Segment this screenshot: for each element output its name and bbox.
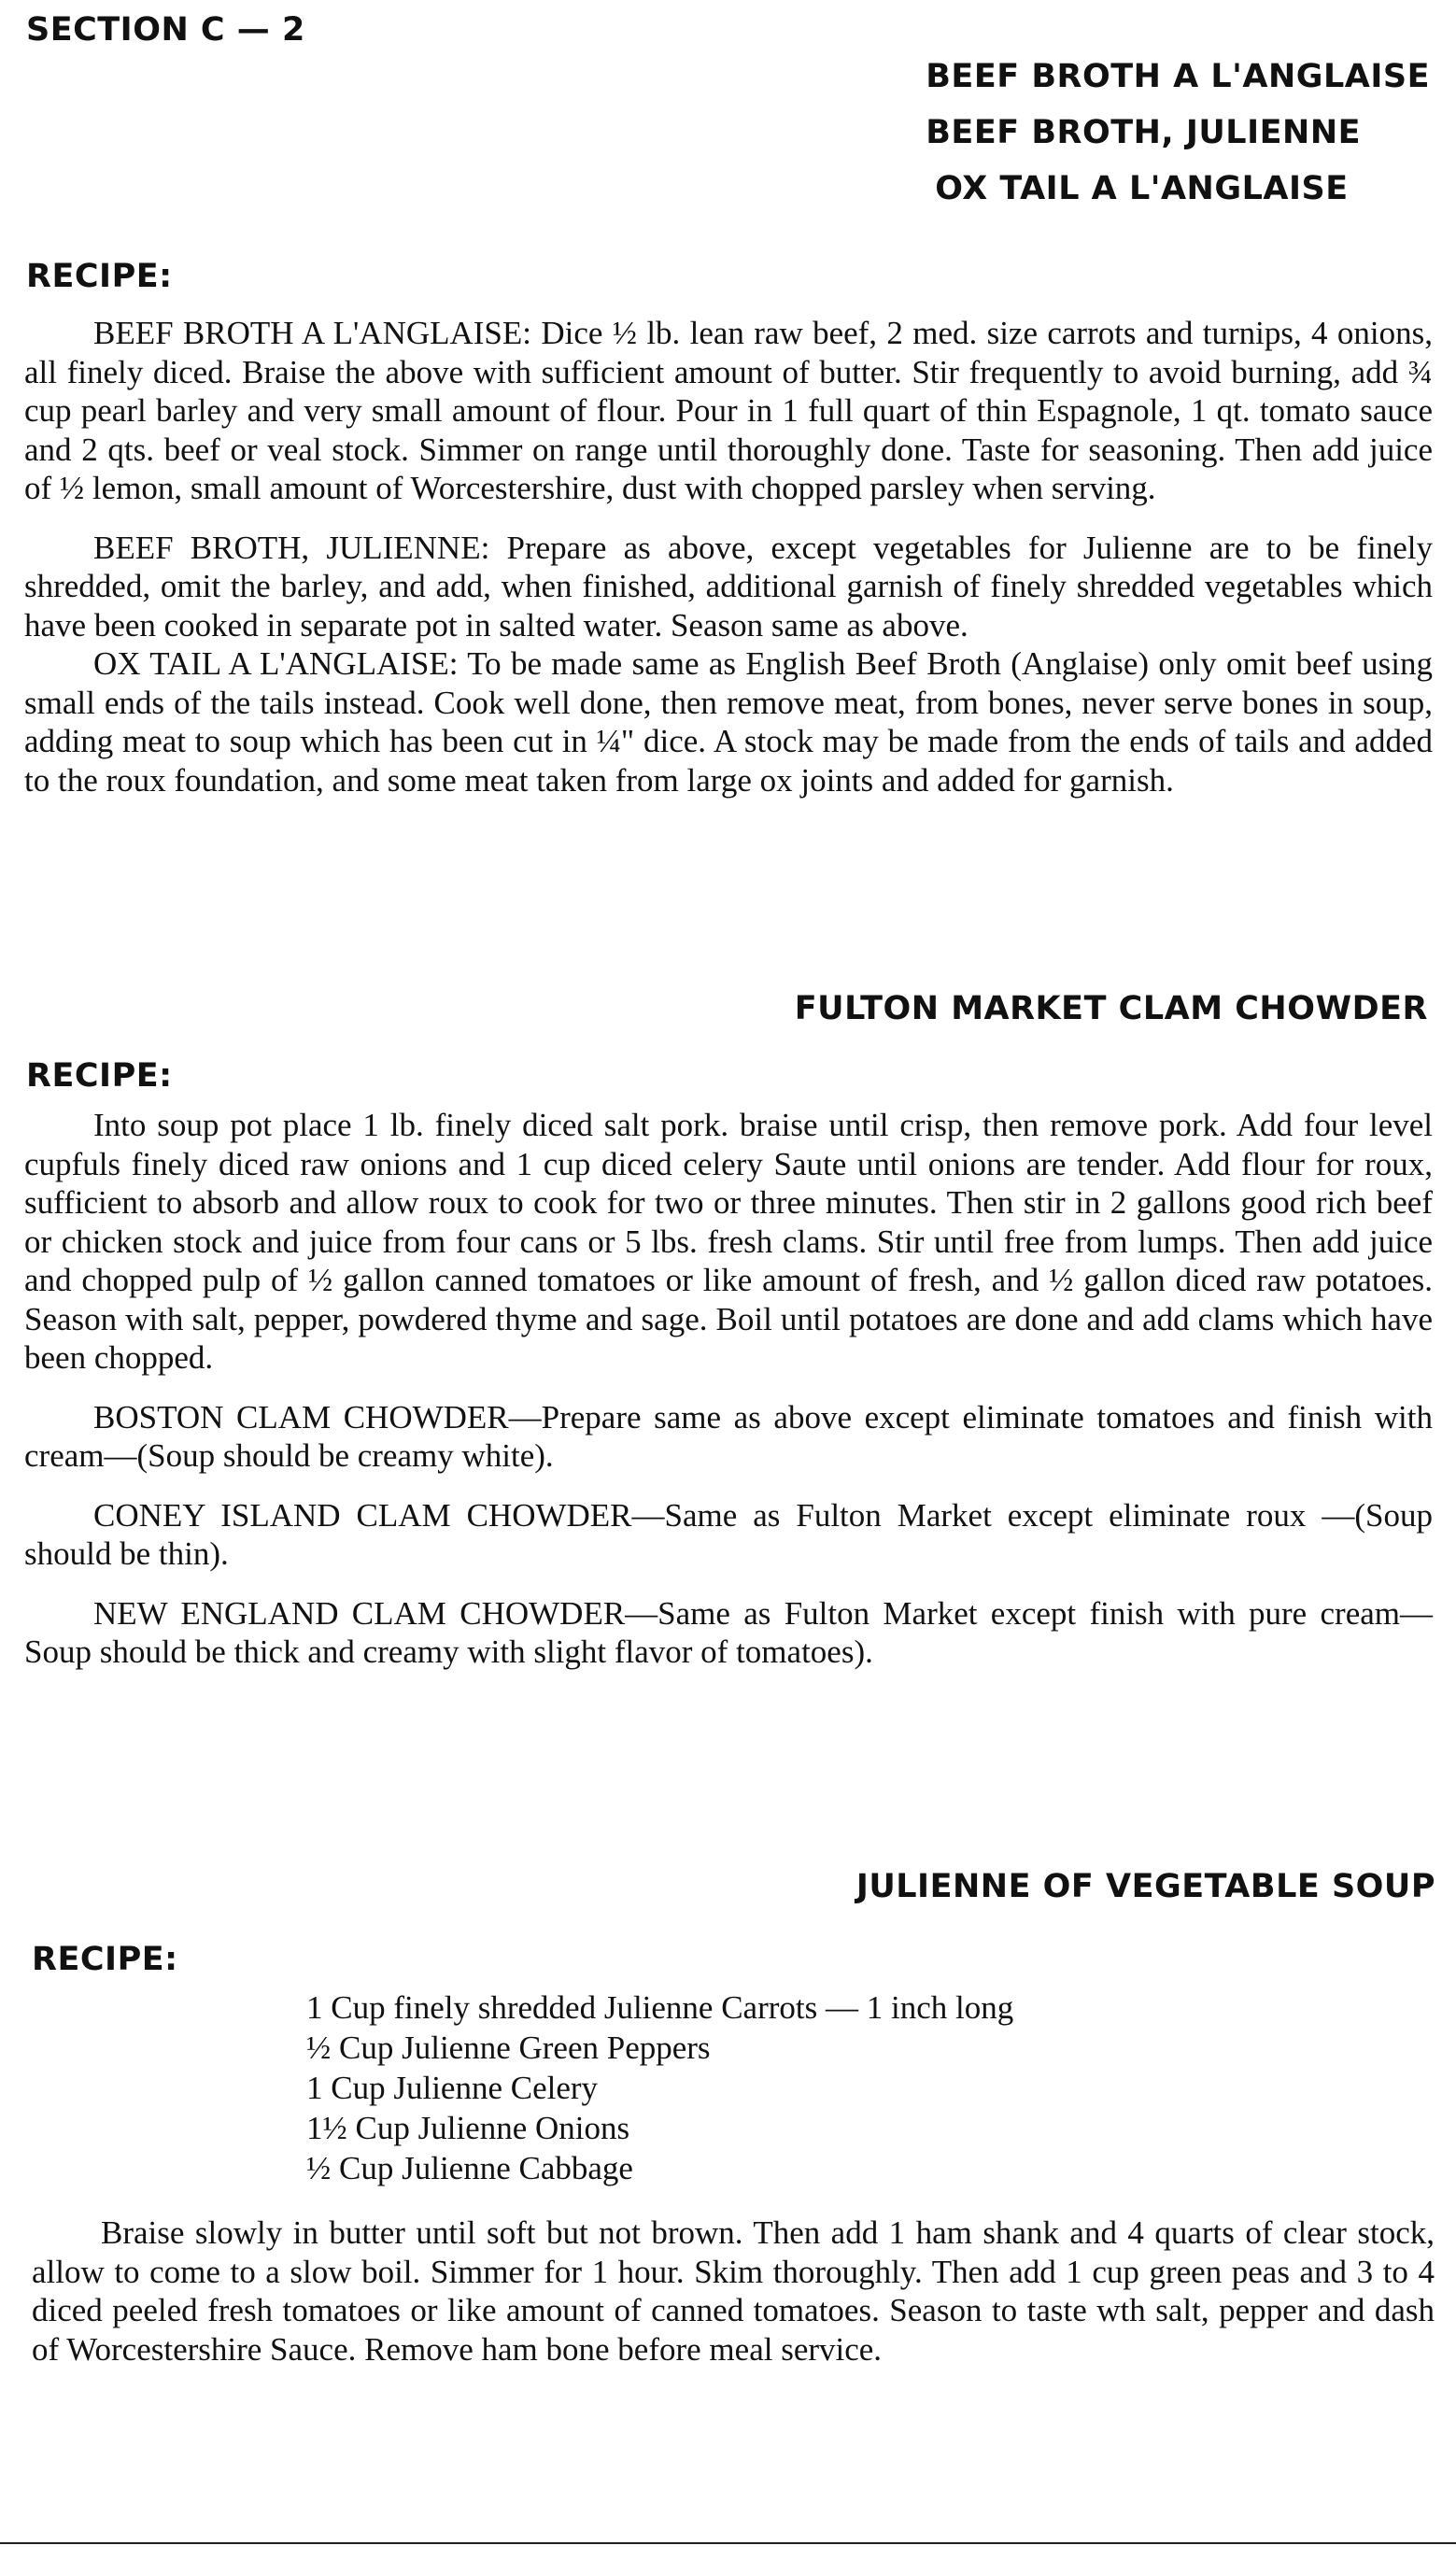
beef-broth-recipe xyxy=(24,314,1433,799)
top-headings xyxy=(926,49,1430,217)
paragraph-coney-island-clam-chowder: CONEY ISLAND CLAM CHOWDER—Same as Fulton Market except eliminate roux —(Soup should be thin). xyxy=(24,1496,1433,1572)
paragraph-fulton-market: Into soup pot place 1 lb. finely diced salt pork. braise until crisp, then remove pork. Add four level cupfuls finely diced raw onions and 1 cup diced celery Saute until onions are tender. Add flour for roux, sufficient to absorb and allow roux to cook for two or three minutes. Then stir in 2 gallons good rich beef or chicken stock and juice from four cans or 5 lbs. fresh clams. Stir until free from lumps. Then add juice and chopped pulp of ½ gallon canned tomatoes or like amount of fresh, and ½ gallon diced raw potatoes. Season with salt, pepper, powdered thyme and sage. Boil until potatoes are done and add clams which have been chopped. xyxy=(24,1107,1433,1376)
paragraph-boston-clam-chowder: BOSTON CLAM CHOWDER—Prepare same as above except eliminate tomatoes and finish with cream—(Soup should be creamy white). xyxy=(24,1398,1433,1474)
heading-julienne-vegetable-soup: JULIENNE OF VEGETABLE SOUP xyxy=(855,1868,1435,1905)
heading-beef-broth-julienne: BEEF BROTH, JULIENNE xyxy=(926,114,1362,151)
ingredient-item: 1½ Cup Julienne Onions xyxy=(306,2110,630,2146)
ingredient-list xyxy=(306,1987,1013,2188)
recipe-label-beef: RECIPE: xyxy=(26,258,173,295)
paragraph-ox-tail-anglaise: OX TAIL A L'ANGLAISE: To be made same as English Beef Broth (Anglaise) only omit beef using small ends of the tails instead. Cook well done, then remove meat, from bones, never serve bones in soup, adding meat to soup which has been cut in ¼" dice. A stock may be made from the ends of tails and added to the roux foundation, and some meat taken from large ox joints and added for garnish. xyxy=(24,645,1433,799)
heading-fulton-market-clam-chowder: FULTON MARKET CLAM CHOWDER xyxy=(794,990,1428,1027)
paragraph-beef-broth-anglaise: BEEF BROTH A L'ANGLAISE: Dice ½ lb. lean raw beef, 2 med. size carrots and turnips, 4 onions, all finely diced. Braise the above with sufficient amount of butter. Stir frequently to avoid burning, add ¾ cup pearl barley and very small amount of flour. Pour in 1 full quart of thin Espagnole, 1 qt. tomato sauce and 2 qts. beef or veal stock. Simmer on range until thoroughly done. Taste for seasoning. Then add juice of ½ lemon, small amount of Worcestershire, dust with chopped parsley when serving. xyxy=(24,315,1433,506)
ingredient-item: ½ Cup Julienne Cabbage xyxy=(306,2150,633,2186)
clam-chowder-recipe xyxy=(24,1106,1433,1672)
heading-ox-tail-anglaise: OX TAIL A L'ANGLAISE xyxy=(935,170,1349,207)
ingredient-item: ½ Cup Julienne Green Peppers xyxy=(306,2030,711,2066)
heading-beef-broth-anglaise: BEEF BROTH A L'ANGLAISE xyxy=(926,58,1430,95)
section-label: SECTION C — 2 xyxy=(26,11,305,49)
paragraph-beef-broth-julienne: BEEF BROTH, JULIENNE: Prepare as above, except vegetables for Julienne are to be finely shredded, omit the barley, and add, when finished, additional garnish of finely shredded vegetables which have been cooked in separate pot in salted water. Season same as above. xyxy=(24,529,1433,644)
paragraph-julienne-method: Braise slowly in butter until soft but not brown. Then add 1 ham shank and 4 quarts of clear stock, allow to come to a slow boil. Simmer for 1 hour. Skim thoroughly. Then add 1 cup green peas and 3 to 4 diced peeled fresh tomatoes or like amount of canned tomatoes. Season to taste wth salt, pepper and dash of Worcestershire Sauce. Remove ham bone before meal service. xyxy=(32,2214,1435,2368)
paragraph-new-england-clam-chowder: NEW ENGLAND CLAM CHOWDER—Same as Fulton Market except finish with pure cream—Soup should be thick and creamy with slight flavor of tomatoes). xyxy=(24,1594,1433,1670)
recipe-label-julienne: RECIPE: xyxy=(32,1941,178,1978)
ingredient-item: 1 Cup Julienne Celery xyxy=(306,2070,599,2106)
ingredient-item: 1 Cup finely shredded Julienne Carrots — 1 inch long xyxy=(306,1989,1014,2026)
recipe-label-chowder: RECIPE: xyxy=(26,1057,173,1095)
page-bottom-rule xyxy=(0,2542,1456,2544)
julienne-soup-method xyxy=(32,2213,1435,2369)
